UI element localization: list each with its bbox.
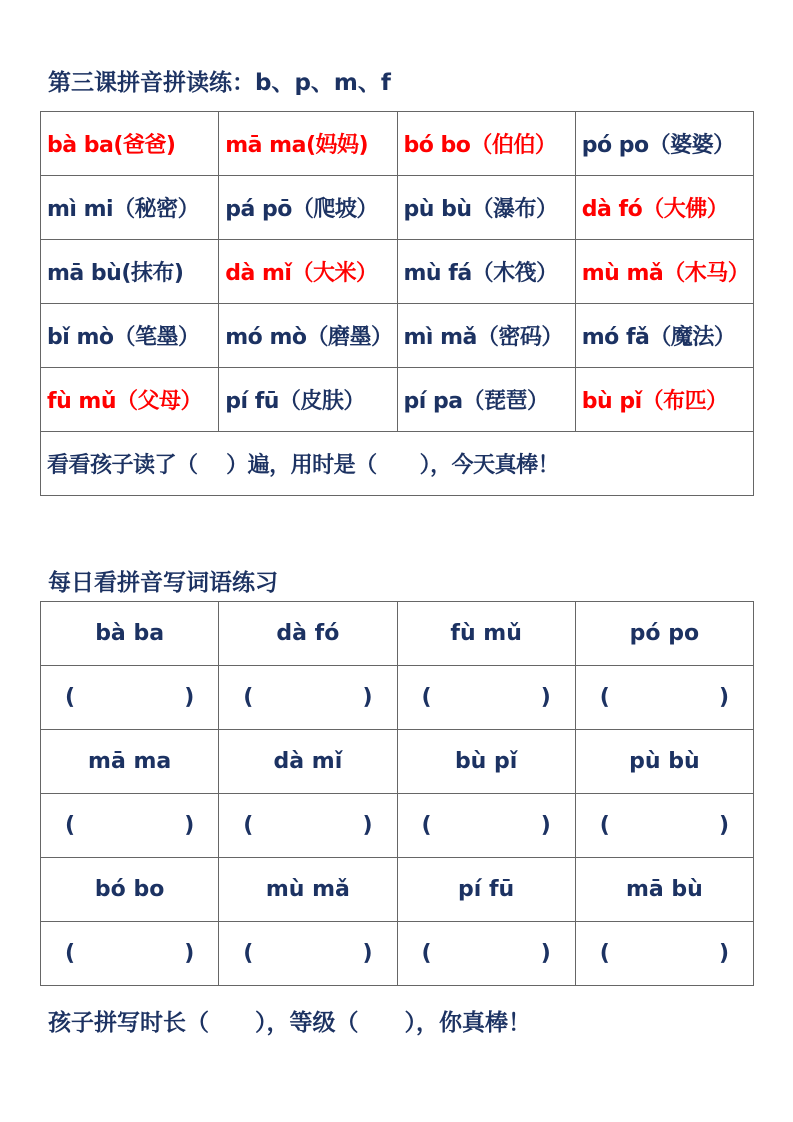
word-cell: bó bo（伯伯） <box>397 112 575 176</box>
word-cell: mù mǎ（木马） <box>575 240 753 304</box>
word-cell: mó fǎ（魔法） <box>575 304 753 368</box>
pinyin-cell: dà fó <box>219 602 397 666</box>
word-cell: dà fó（大佛） <box>575 176 753 240</box>
section2-title: 每日看拼音写词语练习 <box>48 570 278 596</box>
pinyin-cell: mā ma <box>41 730 219 794</box>
word-cell: mù fá（木筏） <box>397 240 575 304</box>
answer-cell[interactable] <box>41 922 219 986</box>
close-paren: ) <box>184 941 195 966</box>
word-cell: bǐ mò（笔墨） <box>41 304 219 368</box>
word-cell: pí fū（皮肤） <box>219 368 397 432</box>
answer-cell[interactable] <box>575 922 753 986</box>
open-paren: ( <box>599 685 610 710</box>
table-row <box>41 432 754 496</box>
close-paren: ) <box>362 685 373 710</box>
open-paren: ( <box>65 685 76 710</box>
section1-title: 第三课拼音拼读练：b、p、m、f <box>48 70 391 96</box>
pinyin-cell: fù mǔ <box>397 602 575 666</box>
pinyin-cell: mā bù <box>575 858 753 922</box>
close-paren: ) <box>540 941 551 966</box>
answer-row <box>41 666 754 730</box>
close-paren: ) <box>718 941 729 966</box>
answer-cell[interactable] <box>397 922 575 986</box>
table-row <box>41 368 754 432</box>
answer-cell[interactable] <box>41 794 219 858</box>
open-paren: ( <box>243 941 254 966</box>
answer-row <box>41 922 754 986</box>
pinyin-cell: dà mǐ <box>219 730 397 794</box>
answer-cell[interactable] <box>397 666 575 730</box>
open-paren: ( <box>421 941 432 966</box>
close-paren: ) <box>362 941 373 966</box>
word-cell: bù pǐ（布匹） <box>575 368 753 432</box>
open-paren: ( <box>65 813 76 838</box>
reading-footer: 看看孩子读了（ ）遍，用时是（ ），今天真棒！ <box>41 432 754 496</box>
open-paren: ( <box>599 941 610 966</box>
reading-practice-table <box>40 111 754 496</box>
word-cell: pí pa（琵琶） <box>397 368 575 432</box>
pinyin-cell: pí fū <box>397 858 575 922</box>
open-paren: ( <box>243 685 254 710</box>
word-cell: mā ma(妈妈) <box>219 112 397 176</box>
word-cell: mì mǎ（密码） <box>397 304 575 368</box>
answer-row <box>41 794 754 858</box>
answer-cell[interactable] <box>41 666 219 730</box>
word-cell: mì mi（秘密） <box>41 176 219 240</box>
answer-cell[interactable] <box>575 666 753 730</box>
close-paren: ) <box>540 685 551 710</box>
table-row <box>41 112 754 176</box>
answer-cell[interactable] <box>397 794 575 858</box>
pinyin-cell: pù bù <box>575 730 753 794</box>
word-cell: pù bù（瀑布） <box>397 176 575 240</box>
pinyin-cell: bó bo <box>41 858 219 922</box>
pinyin-cell: bù pǐ <box>397 730 575 794</box>
pinyin-row <box>41 858 754 922</box>
pinyin-row <box>41 602 754 666</box>
close-paren: ) <box>718 685 729 710</box>
table-row <box>41 176 754 240</box>
word-cell: mā bù(抹布) <box>41 240 219 304</box>
close-paren: ) <box>362 813 373 838</box>
answer-cell[interactable] <box>219 922 397 986</box>
table-row <box>41 240 754 304</box>
pinyin-cell: bà ba <box>41 602 219 666</box>
answer-cell[interactable] <box>575 794 753 858</box>
table-row <box>41 304 754 368</box>
word-cell: fù mǔ（父母） <box>41 368 219 432</box>
open-paren: ( <box>65 941 76 966</box>
close-paren: ) <box>540 813 551 838</box>
pinyin-cell: pó po <box>575 602 753 666</box>
section2-footer: 孩子拼写时长（ ），等级（ ），你真棒！ <box>48 1010 531 1036</box>
open-paren: ( <box>599 813 610 838</box>
word-cell: mó mò（磨墨） <box>219 304 397 368</box>
word-cell: dà mǐ（大米） <box>219 240 397 304</box>
word-cell: pó po（婆婆） <box>575 112 753 176</box>
close-paren: ) <box>184 813 195 838</box>
answer-cell[interactable] <box>219 794 397 858</box>
close-paren: ) <box>718 813 729 838</box>
open-paren: ( <box>421 685 432 710</box>
answer-cell[interactable] <box>219 666 397 730</box>
close-paren: ) <box>184 685 195 710</box>
writing-practice-table <box>40 601 754 986</box>
pinyin-cell: mù mǎ <box>219 858 397 922</box>
open-paren: ( <box>243 813 254 838</box>
word-cell: pá pō（爬坡） <box>219 176 397 240</box>
pinyin-row <box>41 730 754 794</box>
word-cell: bà ba(爸爸) <box>41 112 219 176</box>
open-paren: ( <box>421 813 432 838</box>
